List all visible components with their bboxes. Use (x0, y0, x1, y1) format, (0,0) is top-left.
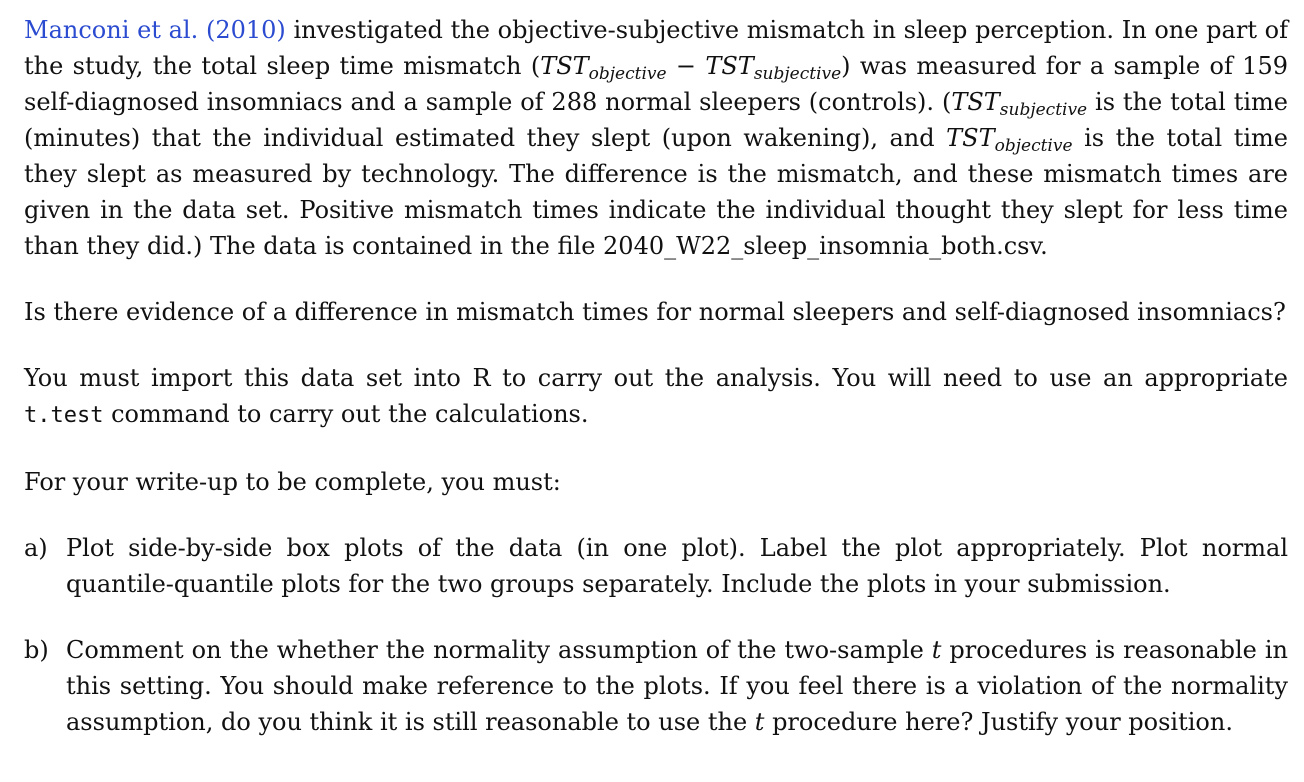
instructions-paragraph (24, 360, 1288, 434)
tst-subjective-symbol: $TST_{subjective}$ (705, 52, 842, 84)
intro-text-3: is the total time (minutes) that the individual estimated they slept (upon wakening), and (24, 88, 1288, 152)
tst-subjective-symbol-2: $TST_{subjective}$ (951, 88, 1088, 120)
t-variable-2: t (754, 708, 765, 736)
intro-text-2: ) was measured for a sample of 159 self-diagnosed insomniacs and a sample of 288 normal sleepers (controls). ( (24, 52, 1288, 116)
list-marker-b: b) (24, 636, 49, 664)
requirements-lead: For your write-up to be complete, you must: (24, 468, 561, 496)
instructions-text-1: You must import this data set into R to carry out the analysis. You will need to use an appropriate (24, 364, 1288, 392)
instructions-text-2: command to carry out the calculations. (103, 400, 589, 428)
list-item-a-text: Plot side-by-side box plots of the data (in one plot). Label the plot appropriately. Plot normal quantile-quantile plots for the two groups separately. Include the plots in your submission. (66, 534, 1288, 598)
document-page (24, 12, 1288, 740)
list-item-b-text-3: procedure here? Justify your position. (764, 708, 1233, 736)
intro-paragraph (24, 12, 1288, 264)
citation-link[interactable]: Manconi et al. (2010) (24, 16, 286, 44)
list-item-b (24, 632, 1288, 740)
list-item-b-text-2: procedures is reasonable in this setting. You should make reference to the plots. If you feel there is a violation of the normality assumption, do you think it is still reasonable to use the (66, 636, 1288, 736)
minus-sign: − (666, 52, 706, 80)
list-marker-a: a) (24, 534, 48, 562)
tst-objective-symbol: $TST_{objective}$ (540, 52, 667, 84)
intro-text-1: investigated the objective-subjective mismatch in sleep perception. In one part of the study, the total sleep time mismatch ( (24, 16, 1288, 80)
question-paragraph: Is there evidence of a difference in mismatch times for normal sleepers and self-diagnosed insomniacs? (24, 298, 1286, 326)
citation-year[interactable]: 2010 (215, 16, 277, 44)
list-item-a (24, 530, 1288, 602)
t-test-code: t.test (24, 403, 104, 428)
list-item-b-text-1: Comment on the whether the normality assumption of the two-sample (66, 636, 932, 664)
t-variable: t (931, 636, 942, 664)
tst-objective-symbol-2: $TST_{objective}$ (946, 124, 1073, 156)
intro-text-4: is the total time they slept as measured by technology. The difference is the mismatch, and these mismatch times are given in the data set. Positive mismatch times indicate the individual thought they slept for less time than they did.) The data is contained in the file 2040_W22_sleep_insomnia_both.csv. (24, 124, 1288, 260)
citation-authors[interactable]: Manconi et al. (24, 16, 199, 44)
